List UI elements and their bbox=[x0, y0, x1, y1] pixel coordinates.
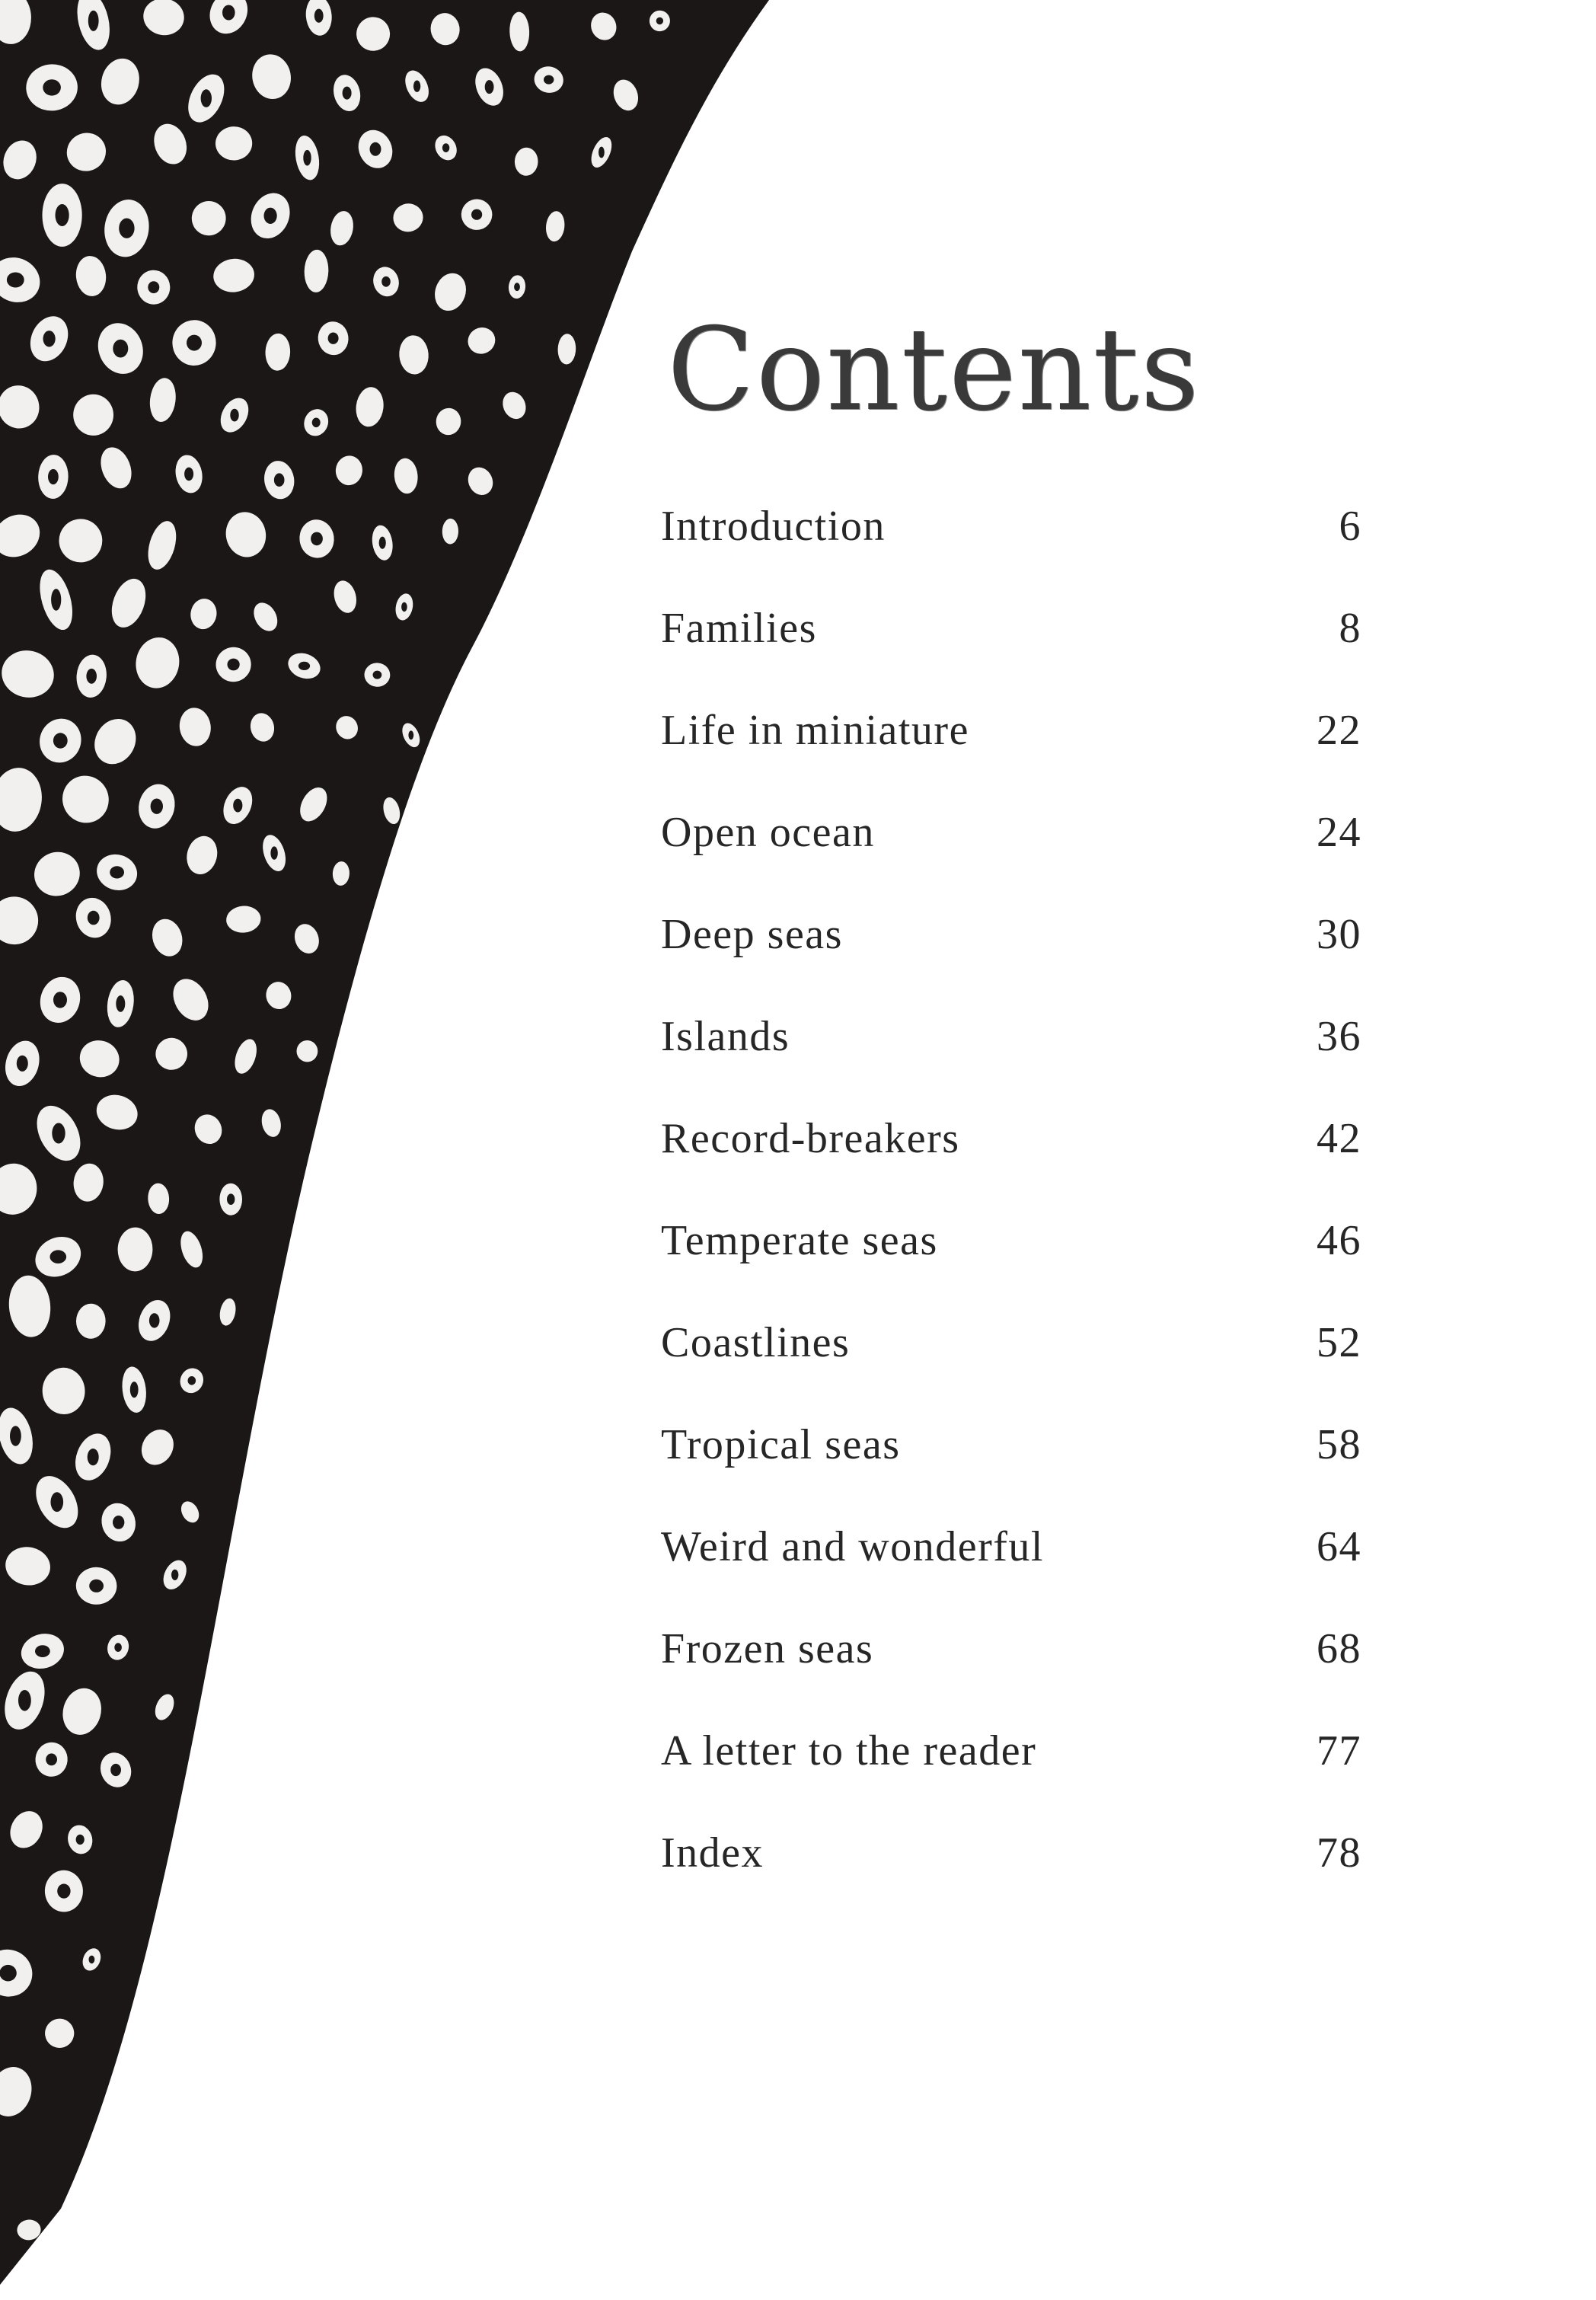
skin-spot-center bbox=[86, 669, 97, 684]
skin-spot-center bbox=[113, 340, 128, 358]
skin-spot-center bbox=[88, 1449, 99, 1465]
toc-entry[interactable] bbox=[661, 604, 1361, 706]
toc-entry-page-number: 42 bbox=[1317, 1115, 1361, 1162]
skin-spot-center bbox=[544, 75, 554, 85]
toc-entry-title: Frozen seas bbox=[661, 1625, 874, 1672]
skin-spot-center bbox=[312, 418, 321, 428]
skin-spot-center bbox=[18, 1690, 31, 1711]
toc-entry-title: Families bbox=[661, 605, 817, 652]
toc-entry-title: Life in miniature bbox=[661, 707, 969, 754]
skin-spot-center bbox=[116, 995, 125, 1012]
skin-spot-center bbox=[370, 142, 381, 156]
toc-entry[interactable] bbox=[661, 1624, 1361, 1727]
toc-entry-title: Temperate seas bbox=[661, 1217, 938, 1264]
skin-spot-center bbox=[379, 537, 386, 549]
skin-spot-center bbox=[88, 911, 100, 925]
skin-spot-center bbox=[408, 730, 413, 740]
skin-spot-center bbox=[298, 662, 310, 670]
toc-entry-title: Open ocean bbox=[661, 809, 875, 856]
toc-entry-title: Introduction bbox=[661, 503, 886, 550]
toc-entry[interactable] bbox=[661, 1727, 1361, 1829]
skin-spot-center bbox=[110, 1764, 121, 1776]
skin-spot-center bbox=[471, 209, 482, 220]
toc-entry[interactable] bbox=[661, 1012, 1361, 1114]
skin-spot-center bbox=[373, 671, 382, 679]
contents-section bbox=[661, 304, 1361, 1931]
toc-entry-title: Deep seas bbox=[661, 911, 843, 958]
skin-spot-center bbox=[52, 1123, 65, 1144]
toc-entry[interactable] bbox=[661, 1522, 1361, 1624]
toc-entry[interactable] bbox=[661, 502, 1361, 604]
skin-spot-center bbox=[303, 150, 311, 166]
toc-entry[interactable] bbox=[661, 1114, 1361, 1216]
skin-spot-center bbox=[274, 473, 285, 487]
skin-spot-center bbox=[88, 11, 99, 31]
skin-spot-center bbox=[188, 1376, 196, 1385]
skin-spot-center bbox=[89, 1956, 95, 1964]
skin-spot-center bbox=[233, 799, 242, 813]
skin-spot-center bbox=[89, 1580, 104, 1592]
toc-entry-title: Islands bbox=[661, 1013, 790, 1060]
skin-spot-center bbox=[343, 87, 352, 100]
toc-entry-page-number: 77 bbox=[1317, 1727, 1361, 1775]
skin-spot-center bbox=[401, 602, 407, 612]
toc-entry-page-number: 78 bbox=[1317, 1829, 1361, 1877]
skin-spot-center bbox=[48, 469, 59, 484]
skin-spot-center bbox=[130, 1382, 139, 1398]
toc-entry[interactable] bbox=[661, 910, 1361, 1012]
toc-entry-page-number: 30 bbox=[1317, 911, 1361, 958]
skin-spot-center bbox=[514, 283, 520, 291]
skin-spot-center bbox=[0, 1965, 17, 1982]
skin-spot-center bbox=[114, 1643, 122, 1652]
skin-spot-center bbox=[171, 1570, 178, 1580]
skin-spot-center bbox=[413, 81, 420, 92]
skin-spot-center bbox=[53, 733, 68, 748]
skin-spot-center bbox=[227, 1193, 235, 1205]
toc-entry-title: A letter to the reader bbox=[661, 1727, 1037, 1775]
skin-spot-center bbox=[311, 532, 323, 546]
toc-entry-page-number: 24 bbox=[1317, 809, 1361, 856]
skin-spot-center bbox=[270, 846, 277, 859]
skin-spot-center bbox=[442, 143, 449, 152]
skin-spot-center bbox=[381, 276, 391, 287]
skin-spot-center bbox=[119, 219, 134, 238]
toc-entry-page-number: 68 bbox=[1317, 1625, 1361, 1672]
toc-entry[interactable] bbox=[661, 706, 1361, 808]
skin-spot-center bbox=[222, 5, 235, 21]
skin-spot-center bbox=[76, 1835, 85, 1845]
skin-spot-center bbox=[46, 1753, 57, 1765]
toc-entry-page-number: 8 bbox=[1339, 605, 1361, 652]
skin-spot-center bbox=[228, 659, 240, 671]
skin-spot-center bbox=[148, 281, 159, 293]
skin-spot-center bbox=[201, 89, 212, 107]
skin-spot-center bbox=[50, 1250, 67, 1263]
skin-spot-center bbox=[328, 333, 339, 344]
skin-spot-center bbox=[656, 18, 663, 25]
skin-spot-center bbox=[264, 208, 277, 224]
skin-spot-center bbox=[230, 409, 238, 422]
skin-spot-center bbox=[598, 147, 605, 158]
toc-entry-title: Weird and wonderful bbox=[661, 1523, 1044, 1570]
toc-entry-page-number: 46 bbox=[1317, 1217, 1361, 1264]
toc-entry-page-number: 58 bbox=[1317, 1421, 1361, 1468]
skin-spot-center bbox=[113, 1516, 124, 1529]
skin-spot-center bbox=[43, 79, 61, 95]
toc-entry-page-number: 52 bbox=[1317, 1319, 1361, 1366]
skin-spot-center bbox=[57, 1884, 70, 1899]
skin-spot-center bbox=[110, 866, 124, 878]
toc-entry-page-number: 64 bbox=[1317, 1523, 1361, 1570]
skin-spot-center bbox=[314, 9, 324, 23]
toc-entry-title: Index bbox=[661, 1829, 764, 1877]
skin-spot-center bbox=[187, 335, 202, 351]
skin-spot-center bbox=[35, 1645, 50, 1657]
skin-spot-center bbox=[151, 799, 163, 814]
toc-entry[interactable] bbox=[661, 1829, 1361, 1931]
skin-spot-center bbox=[56, 204, 69, 226]
toc-entry[interactable] bbox=[661, 1420, 1361, 1522]
skin-spot-center bbox=[51, 1492, 64, 1512]
toc-entry-title: Coastlines bbox=[661, 1319, 851, 1366]
skin-spot-center bbox=[7, 273, 24, 288]
skin-spot-center bbox=[10, 1426, 21, 1445]
toc-entry[interactable] bbox=[661, 1318, 1361, 1420]
toc-entry[interactable] bbox=[661, 808, 1361, 910]
toc-entry-page-number: 36 bbox=[1317, 1013, 1361, 1060]
page-title: Contents bbox=[667, 304, 1201, 436]
skin-spot-center bbox=[51, 589, 61, 611]
table-of-contents bbox=[661, 502, 1361, 1931]
skin-spot-center bbox=[53, 992, 67, 1008]
toc-entry-title: Record-breakers bbox=[661, 1115, 960, 1162]
toc-entry-page-number: 22 bbox=[1317, 707, 1361, 754]
skin-spot-center bbox=[485, 80, 494, 94]
skin-spot-center bbox=[149, 1313, 160, 1327]
skin-spot-center bbox=[17, 1056, 28, 1072]
toc-entry-page-number: 6 bbox=[1339, 503, 1361, 550]
toc-entry[interactable] bbox=[661, 1216, 1361, 1318]
toc-entry-title: Tropical seas bbox=[661, 1421, 901, 1468]
skin-spot-center bbox=[43, 331, 56, 347]
skin-spot-center bbox=[184, 468, 193, 481]
